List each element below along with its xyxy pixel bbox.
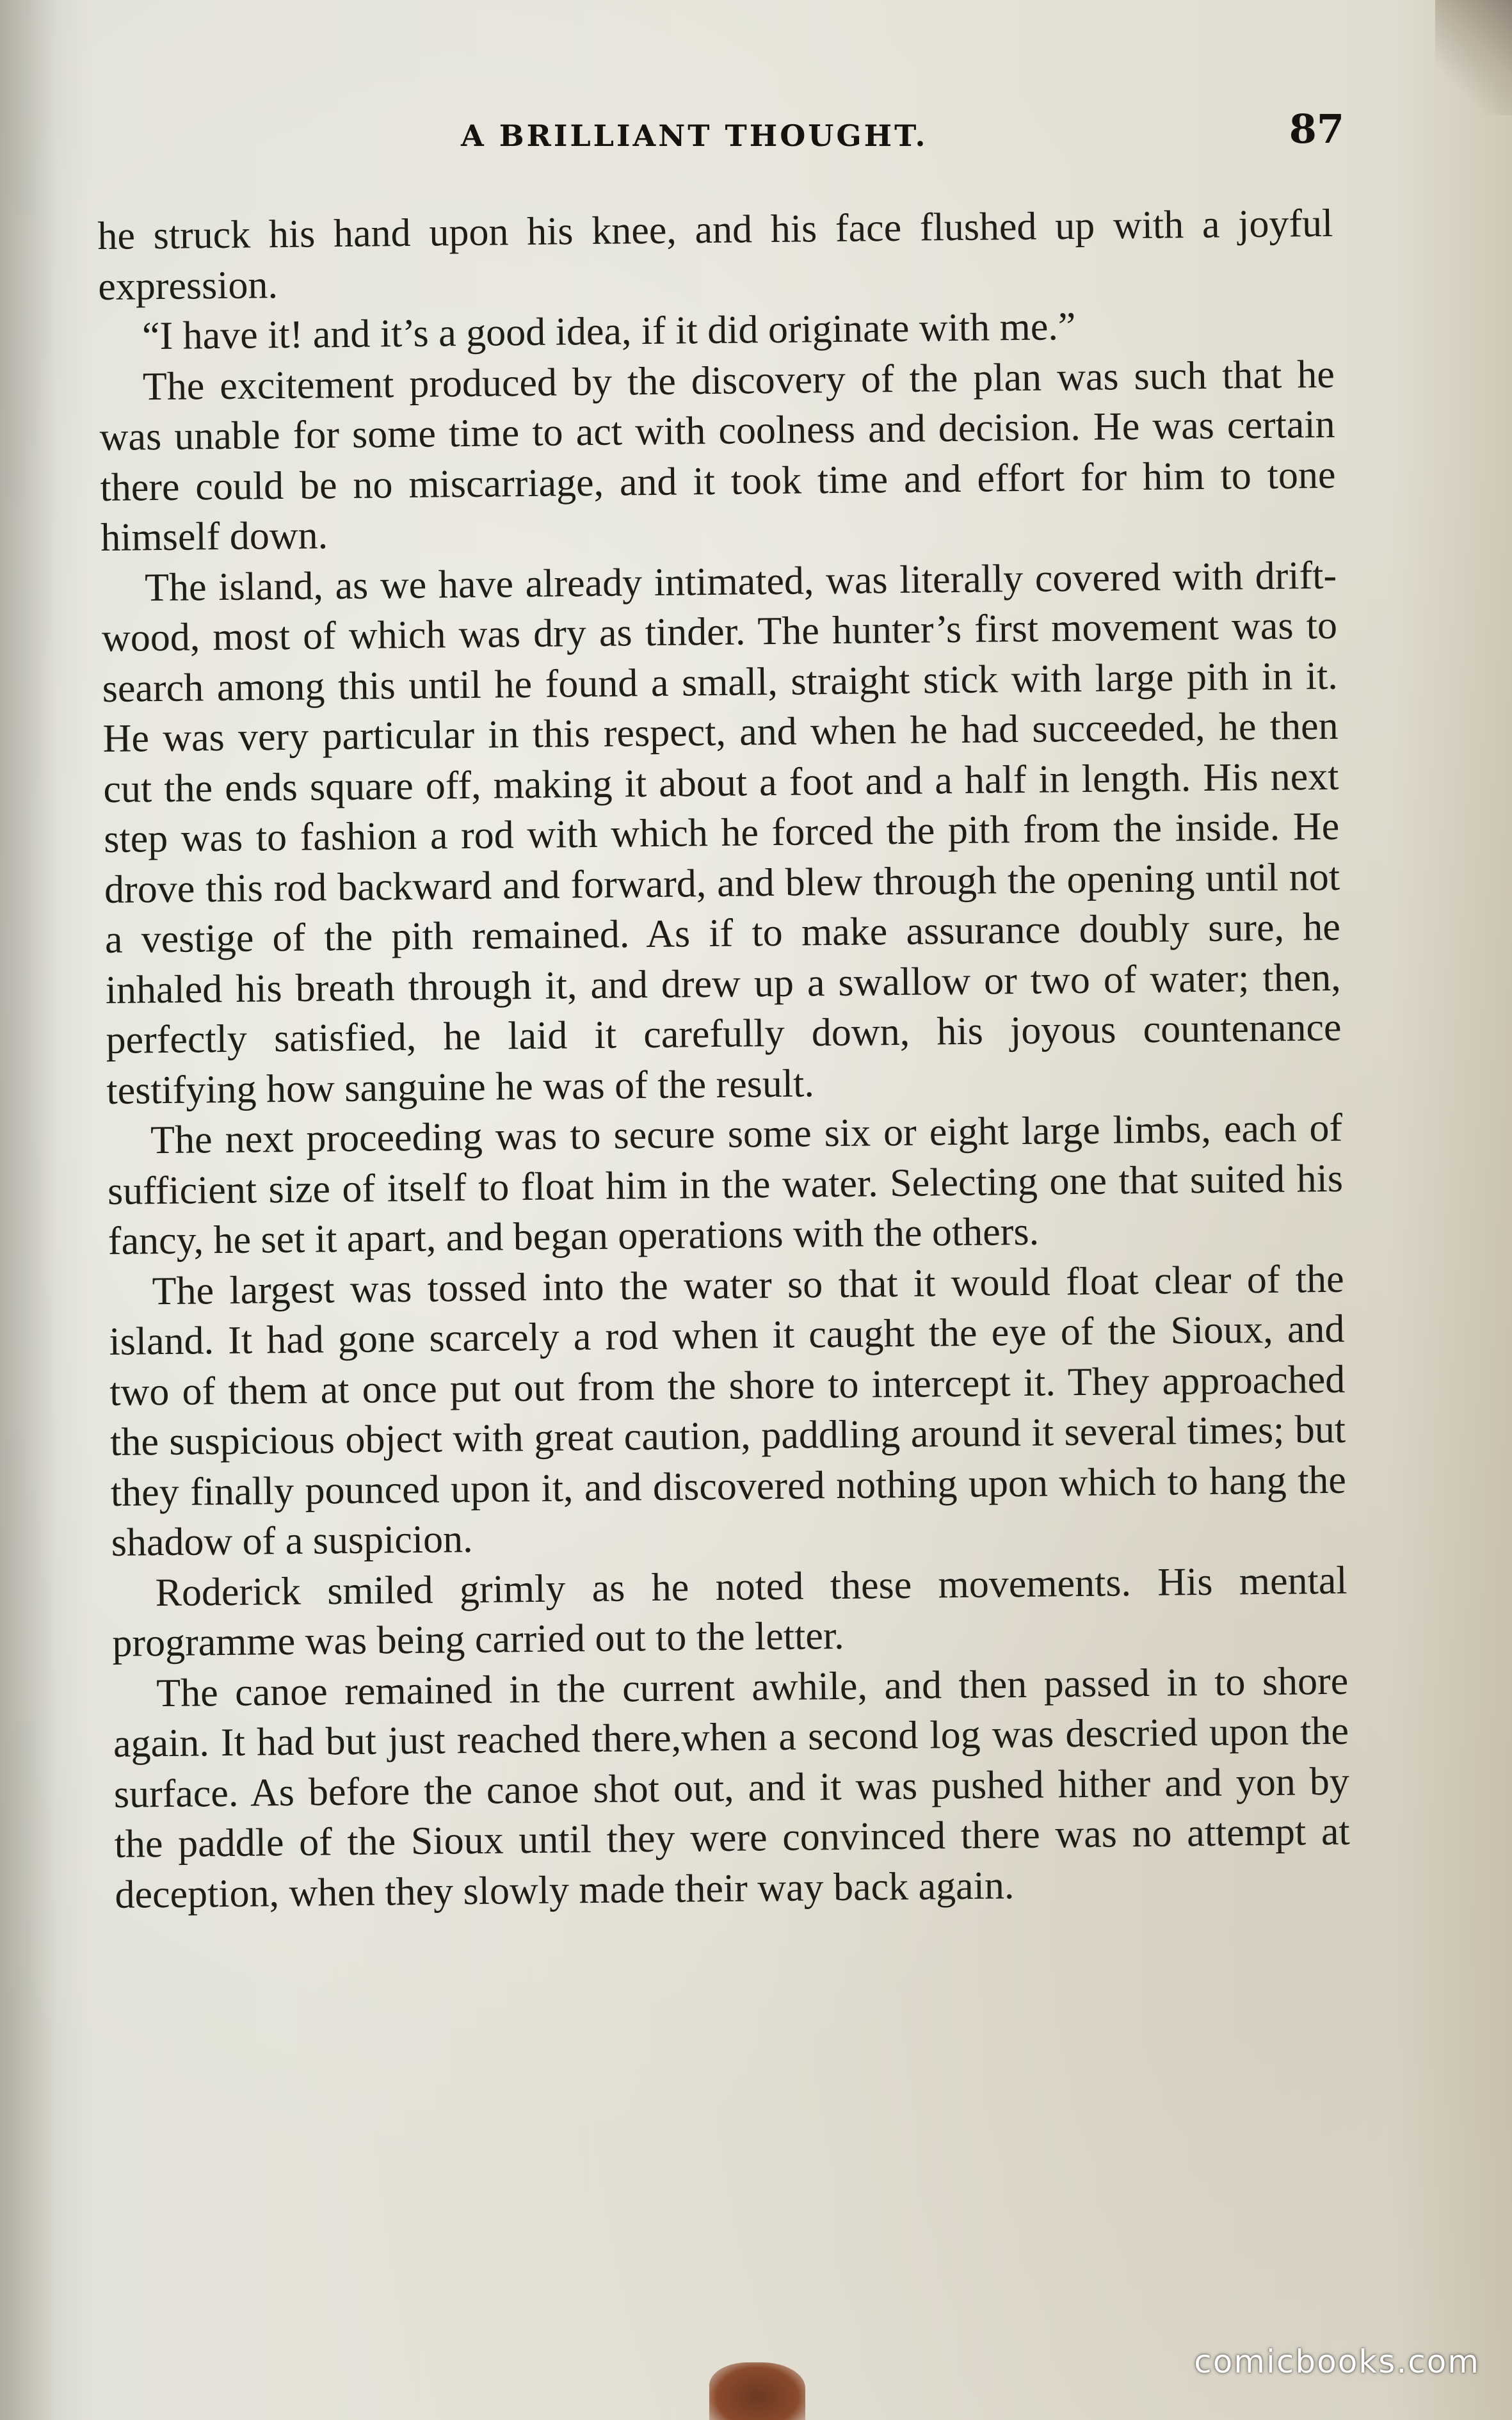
page-stain bbox=[709, 2362, 805, 2420]
paragraph: The canoe remained in the current awhile, and then passed in to shore again. It had but just reached there,when a second log was descried upon the surface. As before the canoe shot out, and it was pushed hither and yon by the paddle of the Sioux until they were convinced there was no attempt at deception, when they slowly made their way back again. bbox=[113, 1659, 1350, 1917]
paragraph: The island, as we have already intimated, was literally covered with drift-wood, most of which was dry as tinder. The hunter’s first movement was to search among this until he found a small, straight stick with large pith in it. He was very particular in this respect, and when he had succeeded, he then cut the ends square off, making it about a foot and a half in length. His next step was to fashion a rod with which he forced the pith from the inside. He drove this rod backward and forward, and blew through the opening until not a vestige of the pith remained. As if to make assurance doubly sure, he inhaled his breath through it, and drew up a swallow or two of water; then, perfectly satisfied, he laid it carefully down, his joyous countenance testifying how sanguine he was of the result. bbox=[101, 553, 1342, 1113]
page-number: 87 bbox=[1289, 106, 1344, 152]
page-corner-wear bbox=[1435, 0, 1512, 115]
watermark: comicbooks.com bbox=[1194, 2343, 1480, 2380]
paragraph: “I have it! and it’s a good idea, if it did originate with me.” bbox=[141, 305, 1076, 359]
paragraph: The next proceeding was to secure some six or eight large limbs, each of sufficient size of itself to float him in the water. Selecting one that suited his fancy, he set it apart, and began operations with the others. bbox=[107, 1106, 1344, 1263]
running-head-title: A BRILLIANT THOUGHT. bbox=[461, 118, 928, 153]
running-head bbox=[102, 106, 1344, 170]
body-text bbox=[97, 198, 1351, 1920]
paragraph: Roderick smiled grimly as he noted these movements. His mental programme was being carried out to the letter. bbox=[112, 1558, 1347, 1665]
paragraph: he struck his hand upon his knee, and his face flushed up with a joyful expression. bbox=[97, 201, 1333, 309]
paragraph: The excitement produced by the discovery of the plan was such that he was unable for some time to act with coolness and decision. He was certain there could be no miscarriage, and it took time and effort for him to tone himself down. bbox=[99, 352, 1336, 560]
page-edge-shadow bbox=[0, 0, 58, 2420]
paragraph: The largest was tossed into the water so that it would float clear of the island. It had gone scarcely a rod when it caught the eye of the Sioux, and two of them at once put out from the shore to intercept it. They approached the suspicious object with great caution, paddling around it several times; but they finally pounced upon it, and discovered nothing upon which to hang the shadow of a suspicion. bbox=[109, 1257, 1347, 1565]
